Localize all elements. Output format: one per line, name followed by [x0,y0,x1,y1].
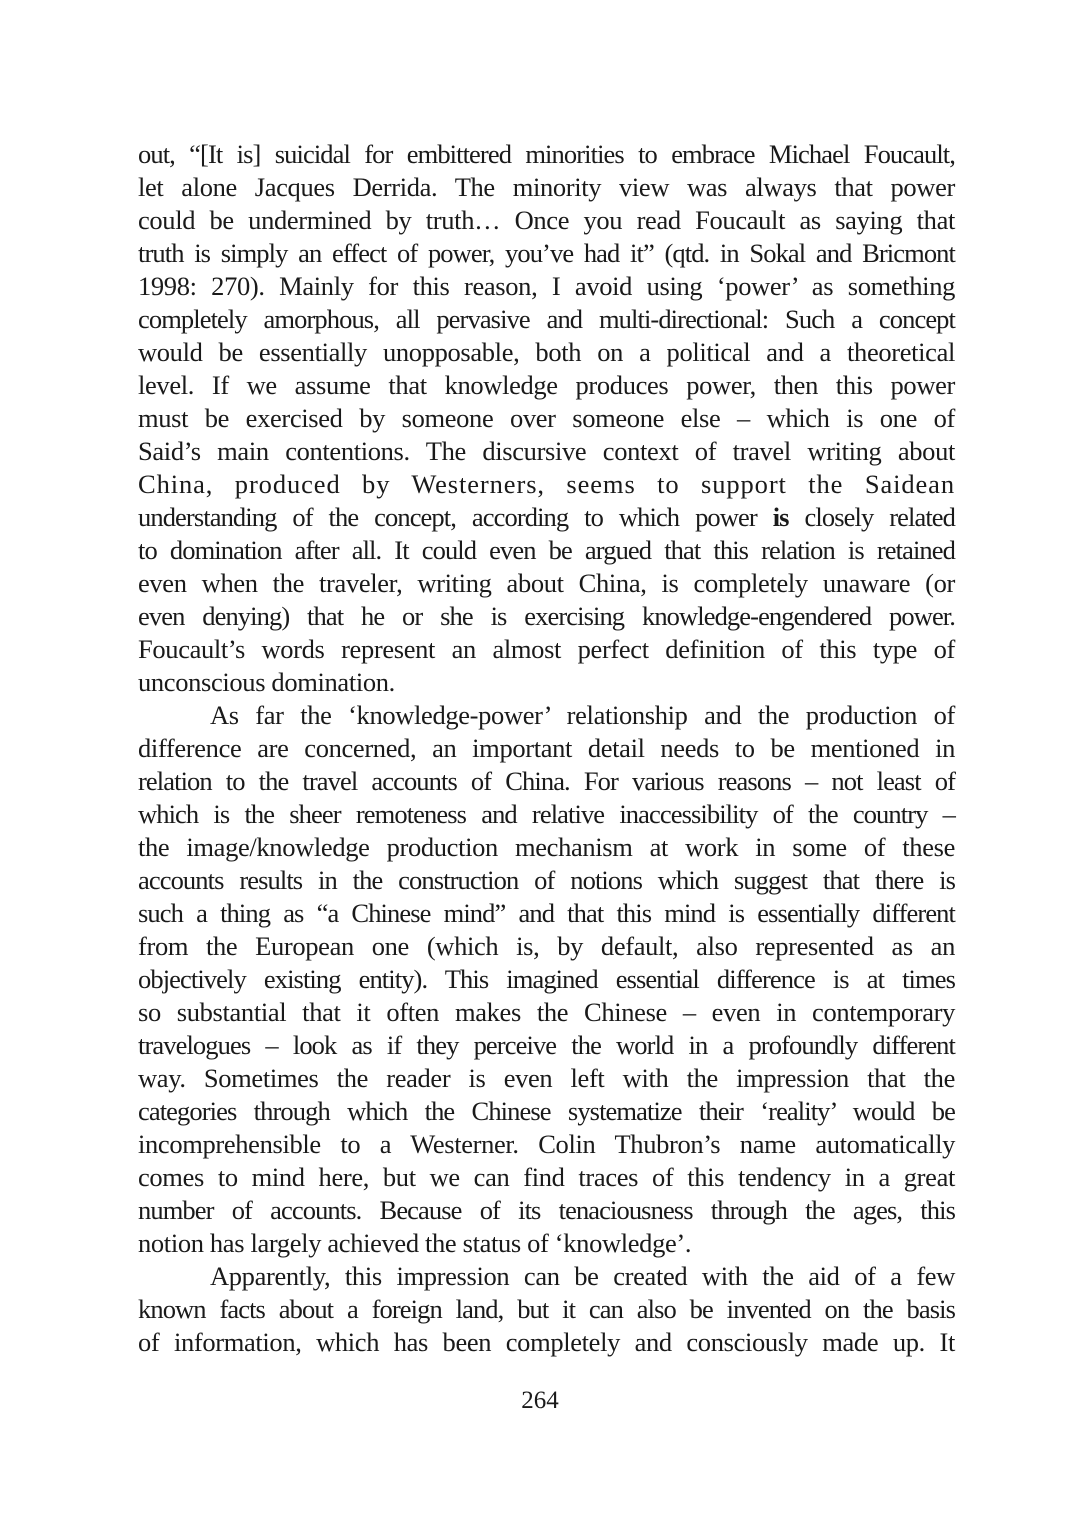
text-line: notion has largely achieved the status of ‘knowledge’. [138,1228,692,1258]
text-line: completely amorphous, all pervasive and multi-directional: Such a concept [138,304,955,334]
text-line: As far the ‘knowledge-power’ relationship and the production of [210,700,955,730]
paragraph [138,138,955,699]
text-line: such a thing as “a Chinese mind” and that this mind is essentially different [138,898,955,928]
text-line: could be undermined by truth… Once you read Foucault as saying that [138,205,955,235]
text-line: relation to the travel accounts of China. For various reasons – not least of [138,766,955,796]
text-line: categories through which the Chinese systematize their ‘reality’ would be [138,1096,955,1126]
text-line [138,501,955,534]
text-line: China, produced by Westerners, seems to support the Saidean [138,469,955,499]
text-line: to domination after all. It could even be argued that this relation is retained [138,535,955,565]
text-line: incomprehensible to a Westerner. Colin Thubron’s name automatically [138,1129,955,1159]
text-line: travelogues – look as if they perceive the world in a profoundly different [138,1030,955,1060]
text-line: comes to mind here, but we can find traces of this tendency in a great [138,1162,955,1192]
text-line: Said’s main contentions. The discursive context of travel writing about [138,436,955,466]
text-line: from the European one (which is, by default, also represented as an [138,931,955,961]
text-run: closely related [788,502,955,532]
text-line: of information, which has been completely and consciously made up. It [138,1327,955,1357]
text-line: which is the sheer remoteness and relative inaccessibility of the country – [138,799,955,829]
text-line: Foucault’s words represent an almost perfect definition of this type of [138,634,955,664]
text-line: even denying) that he or she is exercising knowledge-engendered power. [138,601,955,631]
text-run: understanding of the concept, according to which power [138,502,773,532]
text-line: known facts about a foreign land, but it can also be invented on the basis [138,1294,955,1324]
text-line: let alone Jacques Derrida. The minority view was always that power [138,172,955,202]
text-line: accounts results in the construction of notions which suggest that there is [138,865,955,895]
paragraph [138,1260,955,1359]
text-line: truth is simply an effect of power, you’ve had it” (qtd. in Sokal and Bricmont [138,238,955,268]
text-line: 1998: 270). Mainly for this reason, I avoid using ‘power’ as something [138,271,955,301]
text-line: level. If we assume that knowledge produces power, then this power [138,370,955,400]
text-line: even when the traveler, writing about China, is completely unaware (or [138,568,955,598]
text-line: would be essentially unopposable, both on a political and a theoretical [138,337,955,367]
text-line: objectively existing entity). This imagined essential difference is at times [138,964,955,994]
paragraph [138,699,955,1260]
text-line: unconscious domination. [138,667,395,697]
text-line: so substantial that it often makes the Chinese – even in contemporary [138,997,955,1027]
text-line: way. Sometimes the reader is even left with the impression that the [138,1063,955,1093]
text-line: Apparently, this impression can be created with the aid of a few [210,1261,955,1291]
text-line: the image/knowledge production mechanism at work in some of these [138,832,955,862]
text-line: out, “[It is] suicidal for embittered minorities to embrace Michael Foucault, [138,139,955,169]
emphasis-bold: is [772,502,789,532]
document-page [138,138,955,1359]
text-line: number of accounts. Because of its tenaciousness through the ages, this [138,1195,955,1225]
text-line: difference are concerned, an important detail needs to be mentioned in [138,733,955,763]
text-line: must be exercised by someone over someone else – which is one of [138,403,955,433]
page-number: 264 [521,1387,559,1414]
